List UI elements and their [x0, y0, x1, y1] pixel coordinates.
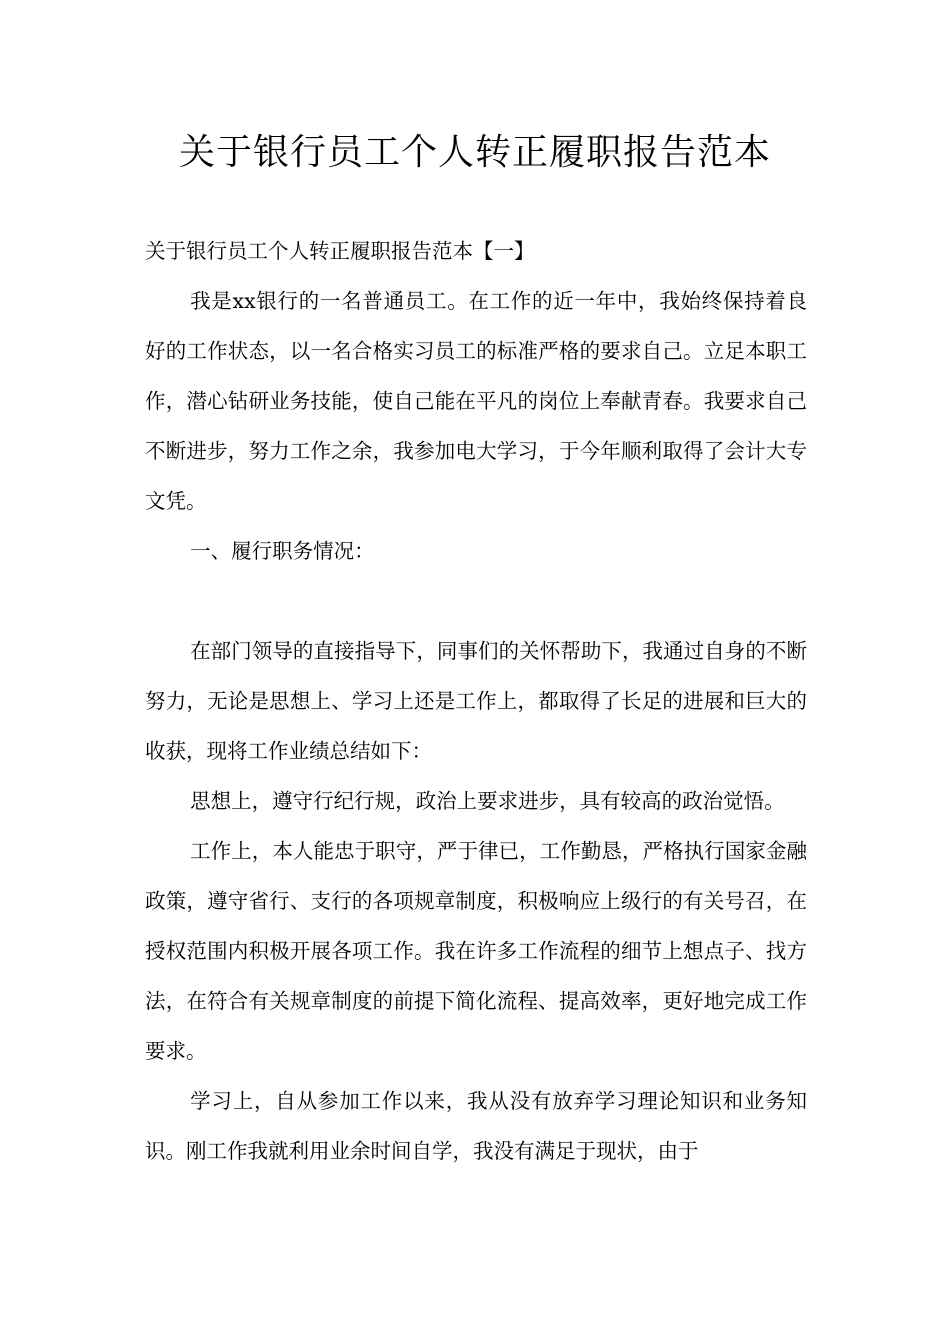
paragraph-section-one-heading: 一、履行职务情况： — [190, 539, 375, 563]
paragraph-intro: 我是xx银行的一名普通员工。在工作的近一年中，我始终保持着良好的工作状态，以一名合格实习员工的标准严格的要求自己。立足本职工作，潜心钻研业务技能，使自己能在平凡的岗位上奉献青春。我要求自己不断进步，努力工作之余，我参加电大学习，于今年顺利取得了会计大专文凭。 — [145, 289, 807, 513]
paragraph-summary-intro: 在部门领导的直接指导下，同事们的关怀帮助下，我通过自身的不断努力，无论是思想上、学习上还是工作上，都取得了长足的进展和巨大的收获，现将工作业绩总结如下： — [145, 639, 807, 763]
blank-line — [145, 576, 807, 626]
document-body — [145, 226, 807, 1176]
section-heading: 关于银行员工个人转正履职报告范本【一】 — [145, 239, 535, 263]
page-title: 关于银行员工个人转正履职报告范本 — [178, 132, 771, 173]
paragraph-work: 工作上，本人能忠于职守，严于律已，工作勤恳，严格执行国家金融政策，遵守省行、支行的各项规章制度，积极响应上级行的有关号召，在授权范围内积极开展各项工作。我在许多工作流程的细节上想点子、找方法，在符合有关规章制度的前提下简化流程、提高效率，更好地完成工作要求。 — [145, 839, 807, 1063]
paragraph-ideology: 思想上，遵守行纪行规，政治上要求进步，具有较高的政治觉悟。 — [190, 789, 785, 813]
paragraph-study: 学习上，自从参加工作以来，我从没有放弃学习理论知识和业务知识。刚工作我就利用业余时间自学，我没有满足于现状，由于 — [145, 1089, 807, 1163]
